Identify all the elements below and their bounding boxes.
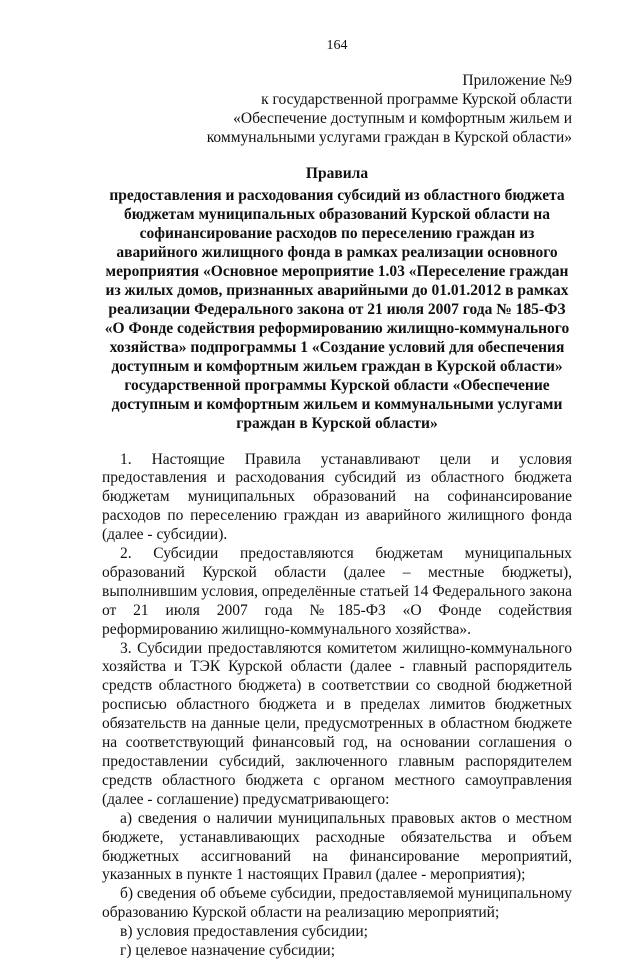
paragraph: 2. Субсидии предоставляются бюджетам муниципальных образований Курской области (далее – местные бюджеты), выполнившим условия, определённые статьей 14 Федерального закона от 21 июля 2007 года №185-ФЗ «О Фонде содействия реформированию жилищно-коммунального хозяйства». bbox=[102, 545, 572, 638]
page-number: 164 bbox=[326, 38, 348, 53]
document-title: Правила bbox=[305, 165, 369, 182]
appendix-line: коммунальными услугами граждан в Курской области» bbox=[206, 129, 572, 146]
paragraph: б) сведения об объеме субсидии, предоставляемой муниципальному образованию Курской области на реализацию мероприятий; bbox=[102, 885, 573, 922]
paragraph: 1. Настоящие Правила устанавливают цели и условия предоставления и расходования субсидий из областного бюджета бюджетам муниципальных образований на софинансирование расходов по переселению граждан из аварийного жилищного фонда (далее - субсидии). bbox=[102, 450, 572, 544]
paragraph: в) условия предоставления субсидии; bbox=[120, 923, 368, 941]
document-subtitle: предоставления и расходования субсидий из областного бюджета бюджетам муниципальных образований Курской области на софинансирование расходов по переселению граждан из аварийного жилищного фонда в рамках реализации основного мероприятия «Основное мероприятие 1.03 «Переселение граждан из жилых домов, признанных аварийными до 01.01.2012 в рамках реализации Федерального закона от 21 июля 2007 года № 185-ФЗ «О Фонде содействия реформированию жилищно-коммунального хозяйства» подпрограммы 1 «Создание условий для обеспечения доступным и комфортным жильем граждан в Курской области» государственной программы Курской области «Обеспечение доступным и комфортным жильем и коммунальными услугами граждан в Курской области» bbox=[104, 186, 570, 432]
paragraph: 3. Субсидии предоставляются комитетом жилищно-коммунального хозяйства и ТЭК Курской области (далее - главный распорядитель средств областного бюджета) в соответствии со сводной бюджетной росписью областного бюджета и в пределах лимитов бюджетных обязательств на данные цели, предусмотренных в областном бюджете на соответствующий финансовый год, на основании соглашения о предоставлении субсидий, заключенного главным распорядителем средств областного бюджета с органом местного самоуправления (далее - соглашение) предусматривающего: bbox=[102, 639, 572, 808]
appendix-header bbox=[102, 71, 572, 147]
document-body bbox=[102, 451, 572, 961]
paragraph: а) сведения о наличии муниципальных правовых актов о местном бюджете, устанавливающих расходные обязательства и объем бюджетных ассигнований на финансирование мероприятий, указанных в пункте 1 настоящих Правил (далее - мероприятия); bbox=[102, 809, 572, 884]
appendix-line: Приложение №9 bbox=[462, 72, 572, 89]
appendix-line: к государственной программе Курской области bbox=[261, 91, 572, 108]
appendix-line: «Обеспечение доступным и комфортным жильем и bbox=[233, 110, 572, 127]
paragraph: г) целевое назначение субсидии; bbox=[120, 942, 336, 960]
